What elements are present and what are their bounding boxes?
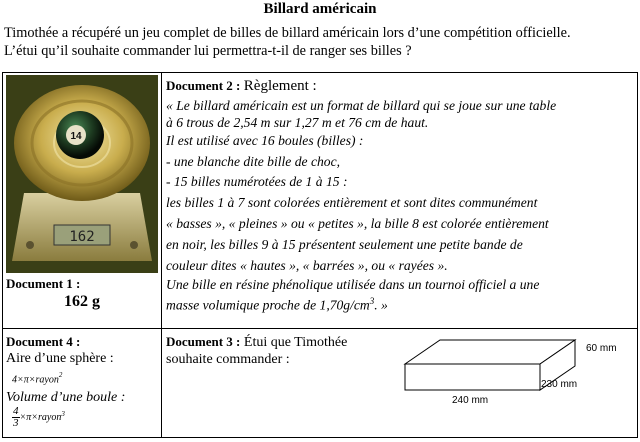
doc2-line: - une blanche dite bille de choc, xyxy=(166,153,341,169)
scale-display: 162 xyxy=(69,229,95,245)
table-right-border xyxy=(637,72,638,438)
dim-height-label: 60 mm xyxy=(586,343,617,354)
doc4-volume-label: Volume d’une boule : xyxy=(6,389,126,405)
dim-length-label: 240 mm xyxy=(452,395,489,406)
doc2-line: couleur dites « hautes », « barrées », ou « rayées ». xyxy=(166,257,448,273)
intro-line-2: L’étui qu’il souhaite commander lui permettra-t-il de ranger ses billes ? xyxy=(4,43,412,59)
doc2-label: Document 2 : xyxy=(166,78,241,93)
intro-line-1: Timothée a récupéré un jeu complet de billes de billard américain lors d’une compétition officielle. xyxy=(4,25,571,41)
table-left-border xyxy=(2,72,3,438)
doc3-case xyxy=(166,333,396,368)
doc4-area-label: Aire d’une sphère : xyxy=(6,351,114,366)
table-bottom-border xyxy=(2,437,638,438)
doc2-density-exp: 3 xyxy=(369,296,375,307)
doc3-text-2: souhaite commander : xyxy=(166,352,290,367)
doc4-fraction: $\frac{4}{3}$ xyxy=(13,404,19,429)
doc2-line: Une bille en résine phénolique utilisée dans un tournoi officiel a une xyxy=(166,277,540,293)
doc2-line: en noir, les billes 9 à 15 présentent seulement une petite bande de xyxy=(166,236,523,252)
doc4-volume-formula: $\frac{4}{3}$ ×π×rayon $^3$ xyxy=(13,404,65,429)
table-center-border xyxy=(161,72,162,438)
doc4-area-formula: 4×π×rayon$^2$ xyxy=(12,371,63,386)
page-title: Billard américain xyxy=(263,1,377,17)
doc2-line xyxy=(166,293,636,314)
doc1-mass: 162 g xyxy=(64,293,100,310)
doc2-rules xyxy=(166,76,636,314)
table-middle-border xyxy=(2,328,638,329)
doc2-line: « basses », « pleines » ou « petites », la bille 8 est colorée entièrement xyxy=(166,215,549,231)
intro-text xyxy=(4,24,640,60)
doc2-density: masse volumique proche de 1,70g/cm xyxy=(166,297,370,313)
doc3-text-1: Étui que Timothée xyxy=(243,335,348,350)
doc2-heading xyxy=(166,76,636,97)
doc4-formulas xyxy=(6,333,158,429)
dim-depth-label: 230 mm xyxy=(541,379,578,390)
doc2-heading-text: Règlement : xyxy=(243,78,317,94)
svg-text:14: 14 xyxy=(70,131,82,142)
doc2-line: à 6 trous de 2,54 m sur 1,27 m et 76 cm de haut. xyxy=(166,114,429,130)
doc2-line: Il est utilisé avec 16 boules (billes) : xyxy=(166,132,364,148)
doc1-label: Document 1 : xyxy=(6,276,81,291)
doc2-line: les billes 1 à 7 sont colorées entièrement et sont dites communément xyxy=(166,195,538,211)
doc4-label: Document 4 : xyxy=(6,334,81,349)
doc2-line: « Le billard américain est un format de billard qui se joue sur une table xyxy=(166,97,557,113)
table-top-border xyxy=(2,72,638,73)
doc2-line-end: . » xyxy=(374,297,388,313)
doc2-line: - 15 billes numérotées de 1 à 15 : xyxy=(166,174,348,190)
scale-photo xyxy=(6,75,158,273)
doc3-label: Document 3 : xyxy=(166,334,241,349)
